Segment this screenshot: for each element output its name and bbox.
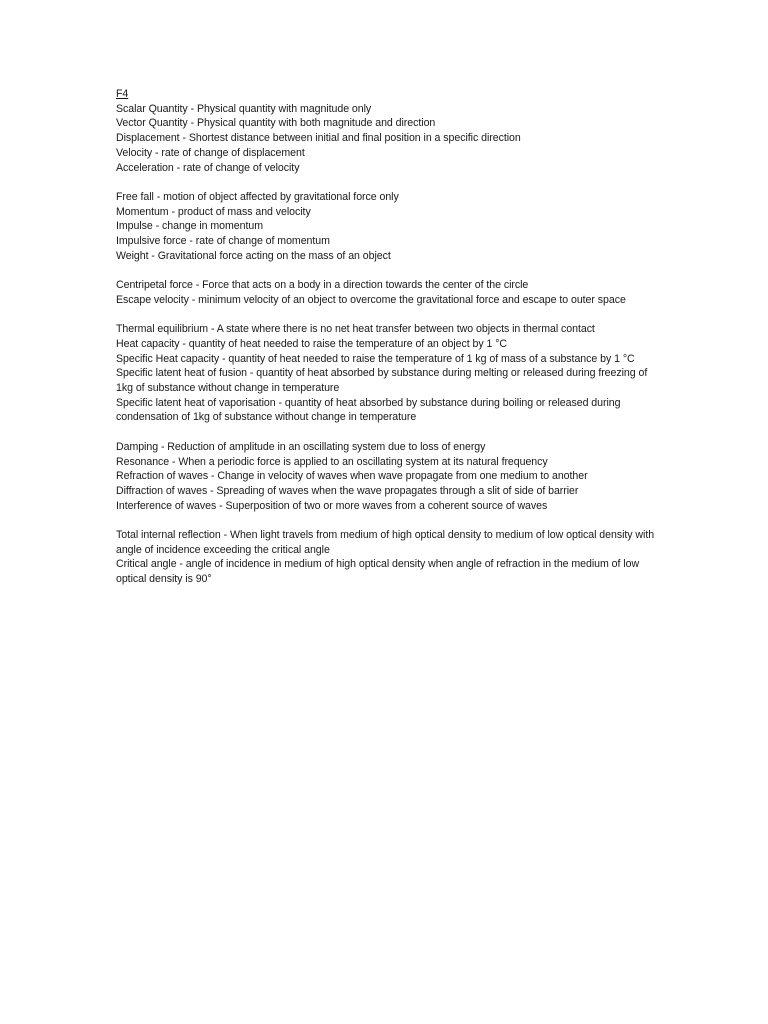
definition-line: Specific latent heat of fusion - quantity of heat absorbed by substance during melting or released during freezing of 1kg of substance without change in temperature (116, 367, 648, 395)
definition-line: Vector Quantity - Physical quantity with both magnitude and direction (116, 117, 436, 130)
definition-line: Interference of waves - Superposition of two or more waves from a coherent source of waves (116, 499, 548, 512)
definition-line: Impulsive force - rate of change of momentum (116, 235, 330, 248)
definition-line: Thermal equilibrium - A state where there is no net heat transfer between two objects in thermal contact (116, 323, 595, 336)
definition-line: Free fall - motion of object affected by gravitational force only (116, 190, 399, 203)
definition-line: Damping - Reduction of amplitude in an oscillating system due to loss of energy (116, 440, 486, 453)
section-light (116, 528, 661, 587)
definition-line: Heat capacity - quantity of heat needed to raise the temperature of an object by 1 °C (116, 337, 508, 350)
section-circular-motion (116, 278, 661, 307)
definition-line: Displacement - Shortest distance between initial and final position in a specific direction (116, 132, 521, 145)
definition-line: Specific Heat capacity - quantity of heat needed to raise the temperature of 1 kg of mass of a substance by 1 °C (116, 352, 635, 365)
section-dynamics (116, 190, 661, 264)
document-heading: F4 (116, 88, 129, 100)
definition-line: Velocity - rate of change of displacement (116, 146, 305, 159)
definition-line: Centripetal force - Force that acts on a body in a direction towards the center of the circle (116, 279, 529, 292)
definition-line: Specific latent heat of vaporisation - quantity of heat absorbed by substance during boiling or released during condensation of 1kg of substance without change in temperature (116, 396, 621, 424)
section-heat (116, 322, 661, 425)
definition-line: Escape velocity - minimum velocity of an object to overcome the gravitational force and escape to outer space (116, 293, 626, 306)
definition-line: Refraction of waves - Change in velocity of waves when wave propagate from one medium to another (116, 470, 588, 483)
definition-line: Impulse - change in momentum (116, 220, 263, 233)
definition-line: Momentum - product of mass and velocity (116, 205, 311, 218)
section-waves (116, 440, 661, 514)
definition-line: Total internal reflection - When light travels from medium of high optical density to medium of low optical density with angle of incidence exceeding the critical angle (116, 529, 655, 556)
definition-line: Acceleration - rate of change of velocity (116, 161, 300, 174)
document-content (116, 87, 661, 602)
definition-line: Resonance - When a periodic force is applied to an oscillating system at its natural frequency (116, 455, 548, 468)
definition-line: Diffraction of waves - Spreading of waves when the wave propagates through a slit of side of barrier (116, 484, 579, 497)
definition-line: Scalar Quantity - Physical quantity with magnitude only (116, 102, 372, 115)
section-kinematics (116, 102, 661, 176)
definition-line: Weight - Gravitational force acting on the mass of an object (116, 249, 391, 262)
definition-line: Critical angle - angle of incidence in medium of high optical density when angle of refraction in the medium of low optical density is 90° (116, 558, 640, 586)
